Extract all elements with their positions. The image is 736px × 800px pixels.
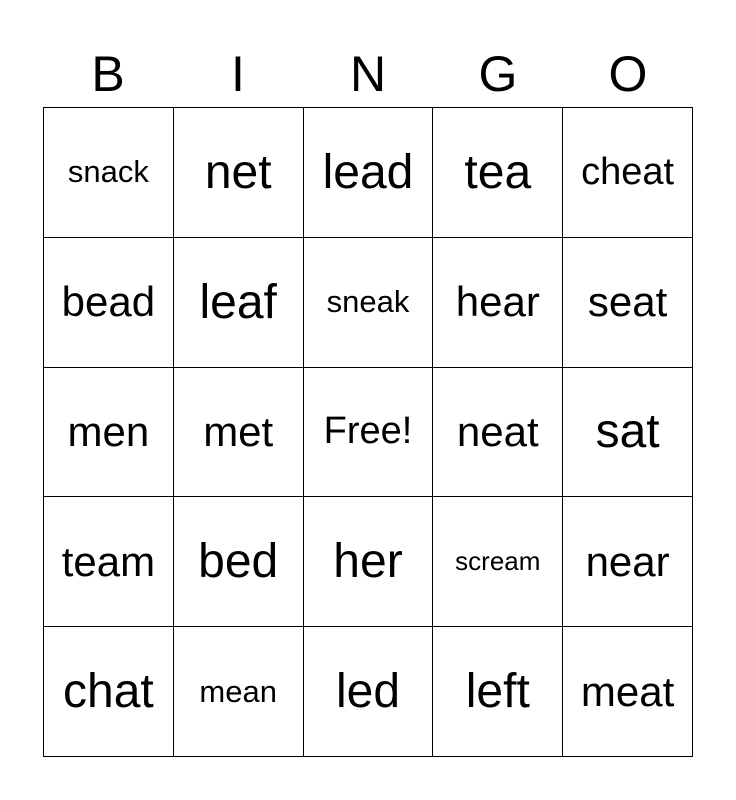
bingo-header <box>43 42 693 106</box>
bingo-cell[interactable]: sneak <box>304 238 434 368</box>
bingo-cell[interactable]: seat <box>563 238 693 368</box>
bingo-cell[interactable]: chat <box>44 627 174 757</box>
bingo-cell[interactable]: tea <box>433 108 563 238</box>
bingo-cell[interactable]: sat <box>563 368 693 498</box>
header-letter-b: B <box>91 46 125 102</box>
bingo-cell[interactable]: leaf <box>174 238 304 368</box>
bingo-cell[interactable]: lead <box>304 108 434 238</box>
bingo-cell[interactable]: her <box>304 497 434 627</box>
header-letter-g: G <box>478 46 518 102</box>
bingo-cell[interactable]: team <box>44 497 174 627</box>
header-letter-o: O <box>608 46 648 102</box>
header-letter-i: I <box>231 46 245 102</box>
bingo-cell[interactable]: mean <box>174 627 304 757</box>
bingo-cell[interactable]: net <box>174 108 304 238</box>
bingo-cell[interactable]: neat <box>433 368 563 498</box>
bingo-cell[interactable]: meat <box>563 627 693 757</box>
header-letter-n: N <box>349 46 387 102</box>
bingo-cell[interactable]: near <box>563 497 693 627</box>
bingo-cell[interactable]: bed <box>174 497 304 627</box>
bingo-cell[interactable]: hear <box>433 238 563 368</box>
bingo-cell-free-space[interactable]: Free! <box>304 368 434 498</box>
bingo-cell[interactable]: scream <box>433 497 563 627</box>
bingo-cell[interactable]: bead <box>44 238 174 368</box>
bingo-cell[interactable]: snack <box>44 108 174 238</box>
bingo-cell[interactable]: cheat <box>563 108 693 238</box>
bingo-cell[interactable]: left <box>433 627 563 757</box>
bingo-cell[interactable]: met <box>174 368 304 498</box>
bingo-cell[interactable]: men <box>44 368 174 498</box>
bingo-cell[interactable]: led <box>304 627 434 757</box>
bingo-board <box>43 107 693 757</box>
